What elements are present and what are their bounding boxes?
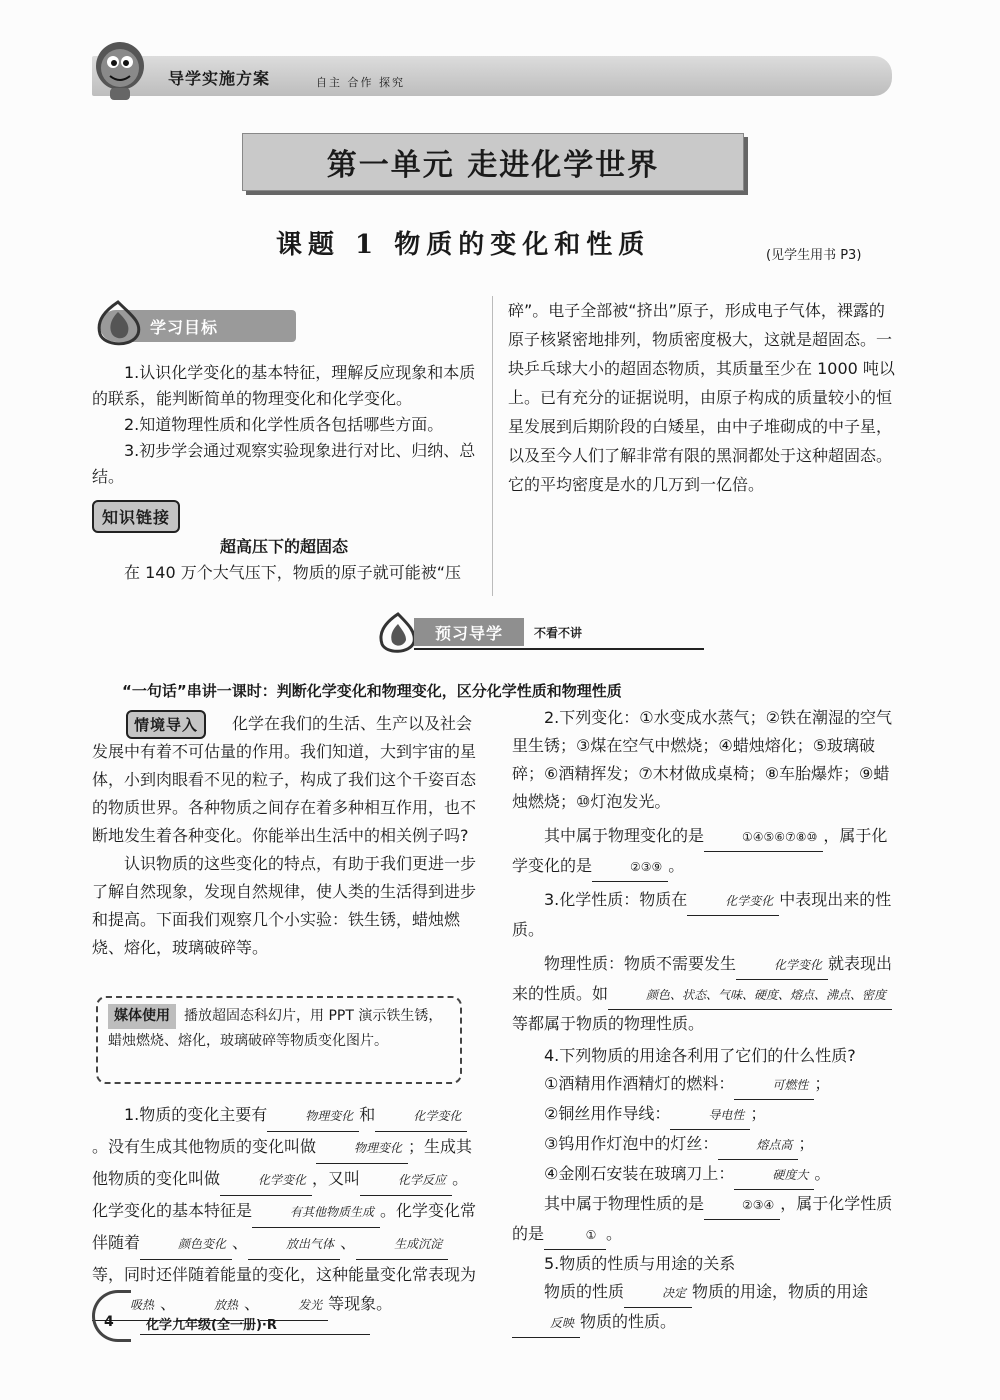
q5-title: 5.物质的性质与用途的关系 bbox=[544, 1254, 736, 1273]
knowledge-para-right: 碎”。电子全部被“挤出”原子，形成电子气体，裸露的原子核紧密地排列，物质密度极大，这就是超固态。一块乒乓球大小的超固态物质，其质量至少在 1000 吨以上。已有充分的证据说明，由原子构成的质量较小的恒星发展到后期阶段的白矮星，由中子堆砌成的中子星，以及至今人们了解非常有限的黑洞都处于这种超固态。它的平均密度是水的几万到一亿倍。 bbox=[508, 301, 895, 494]
q3-text: 中表现出来的性质。 bbox=[512, 890, 892, 939]
q1-text: 。没有生成其他物质的变化叫做 bbox=[92, 1137, 317, 1156]
knowledge-badge: 知识链接 bbox=[92, 500, 180, 533]
q5-text: 物质的用途，物质的用途 bbox=[692, 1282, 869, 1301]
column-divider bbox=[492, 296, 493, 596]
q4-summary bbox=[512, 1190, 902, 1250]
goals-badge-label: 学习目标 bbox=[150, 317, 219, 337]
q1-text: 等现象。 bbox=[328, 1294, 393, 1313]
q1-answer: 物理变化 bbox=[316, 1134, 408, 1164]
q5-text: 物质的性质。 bbox=[580, 1312, 677, 1331]
q4-answer: 导电性 bbox=[670, 1101, 750, 1130]
q5-body bbox=[512, 1278, 902, 1338]
q1-answer: 有其他物质生成 bbox=[252, 1198, 380, 1228]
q1-answer: 化学反应 bbox=[360, 1166, 452, 1196]
q4-item: ②铜丝用作导线： 导电性 ； bbox=[512, 1100, 902, 1130]
q4-text: ②铜丝用作导线： bbox=[544, 1104, 671, 1123]
situation-first: 化学在我们的生活、生产以及社会发展中有着不可估量的作用。我们知道，大到宇宙的星体，小到肉眼看不见的粒子，构成了我们这个千姿百态的物质世界。各种物质之间存在着多种相互作用，也不断地发生着各种变化。你能举出生活中的相关例子吗? bbox=[92, 714, 477, 845]
preview-badge-label: 预习导学 bbox=[414, 618, 524, 646]
q3-phys bbox=[512, 950, 902, 1038]
q3-text: 3.化学性质：物质在 bbox=[544, 890, 688, 909]
q4-item: ③钨用作灯泡中的灯丝： 熔点高 ； bbox=[512, 1130, 902, 1160]
knowledge-heading: 超高压下的超固态 bbox=[219, 537, 348, 556]
q2-text: 2.下列变化：①水变成水蒸气；②铁在潮湿的空气里生锈；③煤在空气中燃烧；④蜡烛熔化；⑤玻璃破碎；⑥酒精挥发；⑦木材做成桌椅；⑧车胎爆炸；⑨蜡烛燃烧；⑩灯泡发光。 bbox=[512, 708, 892, 811]
q2-answer: ②③⑨ bbox=[592, 853, 668, 882]
q4-answer: 硬度大 bbox=[734, 1161, 814, 1190]
goal-item: 1.认识化学变化的基本特征，理解反应现象和本质的联系，能判断简单的物理变化和化学变化。 bbox=[92, 363, 476, 408]
q1-text: 等，同时还伴随着能量的变化，这种能量变化常表现为 bbox=[92, 1265, 477, 1284]
q4-text: ①酒精用作酒精灯的燃料： bbox=[544, 1074, 735, 1093]
q2-text: 其中属于物理变化的是 bbox=[544, 826, 705, 845]
book-title: 化学九年级(全一册)·R bbox=[146, 1318, 277, 1333]
q4-answer: 熔点高 bbox=[718, 1131, 798, 1160]
q2-answer: ①④⑤⑥⑦⑧⑩ bbox=[704, 823, 823, 852]
q1-answer: 颜色变化 bbox=[140, 1230, 232, 1260]
q5-answer: 决定 bbox=[624, 1279, 692, 1308]
lesson-title: 课题 1 物质的变化和性质 bbox=[276, 230, 651, 260]
header-title: 导学实施方案 bbox=[168, 69, 271, 88]
q1-answer: 化学变化 bbox=[375, 1102, 467, 1132]
preview-badge bbox=[374, 612, 704, 650]
q1-text: 和 bbox=[359, 1105, 376, 1124]
question-1: 1.物质的变化主要有 物理变化 和 化学变化。没有生成其他物质的变化叫做 物理变化 ；生成其他物质的变化叫做 化学变化 ，又叫 化学反应 。化学变化的基本特征是 有其他物质生成 。化学变化常伴随着 颜色变化 、 放出气体 、 生成沉淀等，同时还伴随着能量的变化，这种能量变化常表现为吸热 、 放热 、 发光 等现象。 bbox=[92, 1100, 478, 1321]
goal-item: 3.初步学会通过观察实验现象进行对比、归纳、总结。 bbox=[92, 441, 476, 486]
goal-item: 2.知道物理性质和化学性质各包括哪些方面。 bbox=[124, 415, 444, 434]
q4-text: ④金刚石安装在玻璃刀上： bbox=[544, 1164, 735, 1183]
q1-answer: 化学变化 bbox=[220, 1166, 312, 1196]
header-subtitle: 自主 合作 探究 bbox=[316, 76, 405, 89]
q3-answer: 化学变化 bbox=[736, 951, 828, 980]
q4-text: 。 bbox=[606, 1224, 623, 1243]
q2-text: 。 bbox=[668, 856, 685, 875]
page-number: 4 bbox=[104, 1314, 114, 1330]
q3-answer: 颜色、状态、气味、硬度、熔点、沸点、密度 bbox=[608, 981, 892, 1010]
q4-item: ④金刚石安装在玻璃刀上： 硬度大 。 bbox=[512, 1160, 902, 1190]
q1-text: 。化学变化的基本特征是 bbox=[92, 1169, 469, 1220]
q3-text: 等都属于物质的物理性质。 bbox=[512, 1014, 705, 1033]
q1-answer: 生成沉淀 bbox=[356, 1230, 448, 1260]
q5-answer: 反映 bbox=[512, 1309, 580, 1338]
situation-second: 认识物质的这些变化的特点，有助于我们更进一步了解自然现象，发现自然规律，使人类的生活得到进步和提高。下面我们观察几个小实验：铁生锈，蜡烛燃烧、熔化，玻璃破碎等。 bbox=[92, 854, 477, 957]
q1-answer: 放出气体 bbox=[248, 1230, 340, 1260]
q2-answers bbox=[512, 822, 902, 882]
preview-side-label: 不看不讲 bbox=[534, 626, 583, 640]
flame-icon bbox=[88, 298, 148, 350]
situation-badge: 情境导入 bbox=[126, 710, 206, 739]
q1-text: 。化学变化常伴随着 bbox=[92, 1201, 477, 1252]
q4-item: ①酒精用作酒精灯的燃料： 可燃性 ； bbox=[512, 1070, 902, 1100]
media-tag: 媒体使用 bbox=[108, 1004, 176, 1029]
q4-text: ③钨用作灯泡中的灯丝： bbox=[544, 1134, 719, 1153]
q1-answer: 物理变化 bbox=[267, 1102, 359, 1132]
footer-line bbox=[140, 1334, 370, 1335]
unit-title: 第一单元 走进化学世界 bbox=[242, 133, 744, 191]
media-text: 播放超固态科幻片，用 PPT 演示铁生锈，蜡烛燃烧、熔化，玻璃破碎等物质变化图片。 bbox=[108, 1008, 443, 1049]
mascot-icon bbox=[88, 36, 152, 104]
q1-answer: 发光 bbox=[260, 1291, 328, 1321]
lesson-ref: (见学生用书 P3) bbox=[766, 248, 862, 263]
q3-text: 就表现出来的性质。如 bbox=[512, 954, 893, 1003]
q4-answer: ②③④ bbox=[704, 1191, 780, 1220]
goals-list bbox=[92, 360, 476, 490]
q5-text: 物质的性质 bbox=[544, 1282, 625, 1301]
q2-text: ，属于化学变化的是 bbox=[512, 826, 888, 875]
situation-text bbox=[92, 710, 478, 962]
q4-answer: 可燃性 bbox=[734, 1071, 814, 1100]
q4-text: 其中属于物理性质的是 bbox=[544, 1194, 705, 1213]
q4-answer: ① bbox=[544, 1221, 606, 1250]
q1-text: ；生成其他物质的变化叫做 bbox=[92, 1137, 473, 1188]
q3-answer: 化学变化 bbox=[687, 887, 779, 916]
q1-text: 1.物质的变化主要有 bbox=[124, 1105, 268, 1124]
media-box bbox=[96, 996, 462, 1084]
one-line-summary: “一句话”串讲一课时：判断化学变化和物理变化，区分化学性质和物理性质 bbox=[122, 682, 622, 700]
preview-underline bbox=[414, 648, 704, 650]
q4-title: 4.下列物质的用途各利用了它们的什么性质? bbox=[544, 1046, 856, 1065]
q3-chem bbox=[512, 886, 902, 944]
q4-text: ，属于化学性质的是 bbox=[512, 1194, 893, 1243]
q3-text: 物理性质：物质不需要发生 bbox=[544, 954, 737, 973]
knowledge-para-left: 在 140 万个大气压下，物质的原子就可能被“压 bbox=[124, 563, 462, 582]
q1-answer: 吸热 bbox=[92, 1291, 160, 1321]
right-questions bbox=[512, 704, 902, 1338]
knowledge-left bbox=[92, 534, 476, 586]
q1-text: ，又叫 bbox=[312, 1169, 361, 1188]
q1-answer: 放热 bbox=[176, 1291, 244, 1321]
